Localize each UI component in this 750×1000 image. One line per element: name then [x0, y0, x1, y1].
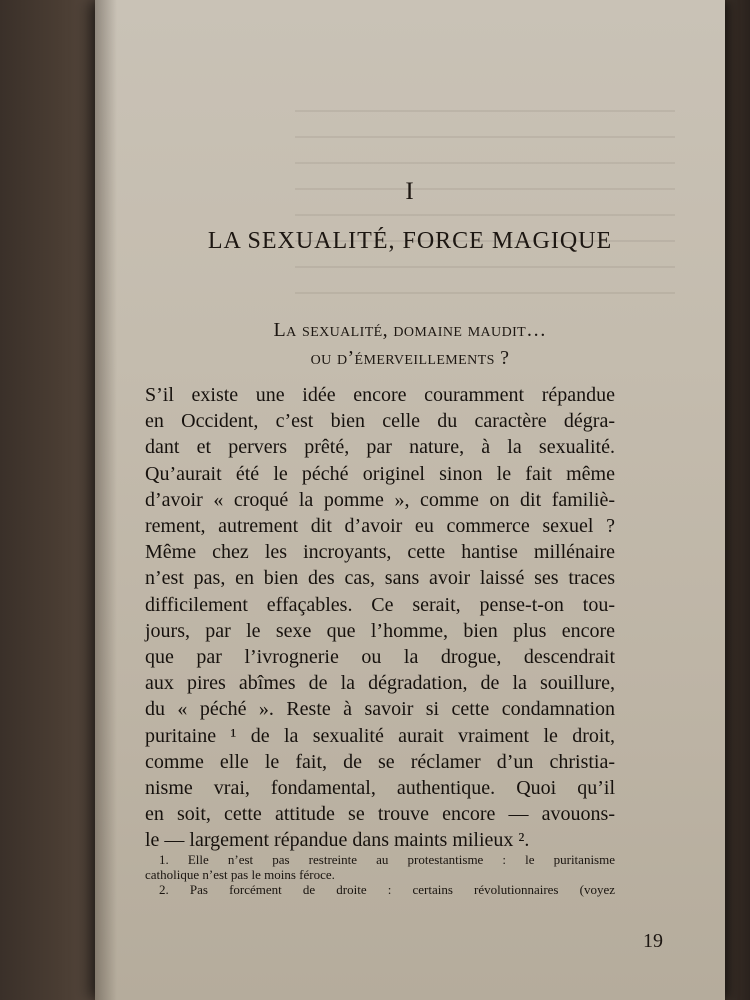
body-paragraph — [145, 382, 615, 854]
section-title-line: La sexualité, domaine maudit… — [273, 319, 547, 341]
body-line: du « péché ». Reste à savoir si cette condamnation — [145, 698, 615, 721]
body-line: que par l’ivrognerie ou la drogue, descendrait — [145, 646, 615, 669]
body-line: jours, par le sexe que l’homme, bien plus encore — [145, 619, 615, 642]
section-title-line: ou d’émerveillements ? — [310, 347, 510, 369]
body-line: en Occident, c’est bien celle du caractère dégra- — [145, 410, 615, 433]
body-line: en soit, cette attitude se trouve encore — avouons- — [145, 803, 615, 826]
body-line: rement, autrement dit d’avoir eu commerce sexuel ? — [145, 515, 615, 538]
body-line: d’avoir « croqué la pomme », comme on dit familiè- — [145, 488, 615, 511]
body-line: puritaine ¹ de la sexualité aurait vraiment le droit, — [145, 724, 615, 747]
footnotes — [145, 852, 615, 897]
chapter-title: LA SEXUALITÉ, FORCE MAGIQUE — [207, 228, 613, 254]
footnote-line: 1. Elle n’est pas restreinte au protestantisme : le puritanisme — [159, 852, 615, 867]
body-line: comme elle le fait, de se réclamer d’un christia- — [145, 750, 615, 773]
page-number: 19 — [643, 930, 663, 952]
body-line: dant et pervers prêté, par nature, à la sexualité. — [145, 436, 615, 459]
section-title — [95, 316, 725, 372]
body-line: S’il existe une idée encore couramment répandue — [145, 384, 615, 406]
footnote-line: 2. Pas forcément de droite : certains révolutionnaires (voyez — [159, 882, 615, 897]
body-line: aux pires abîmes de la dégradation, de la souillure, — [145, 672, 615, 695]
show-through-text — [295, 110, 675, 310]
background-left-shadow — [0, 0, 110, 1000]
page-gutter-shadow — [95, 0, 117, 1000]
body-line: Même chez les incroyants, cette hantise millénaire — [145, 541, 615, 564]
body-line: nisme vrai, fondamental, authentique. Quoi qu’il — [145, 777, 615, 800]
body-line: le — largement répandue dans maints milieux ². — [145, 829, 530, 852]
body-line: difficilement effaçables. Ce serait, pense-t-on tou- — [145, 593, 615, 616]
body-line: n’est pas, en bien des cas, sans avoir laissé ses traces — [145, 567, 615, 590]
chapter-number: I — [405, 178, 415, 205]
book-page — [95, 0, 725, 1000]
footnote-line: catholique n’est pas le moins féroce. — [145, 867, 335, 882]
body-line: Qu’aurait été le péché originel sinon le fait même — [145, 462, 615, 485]
